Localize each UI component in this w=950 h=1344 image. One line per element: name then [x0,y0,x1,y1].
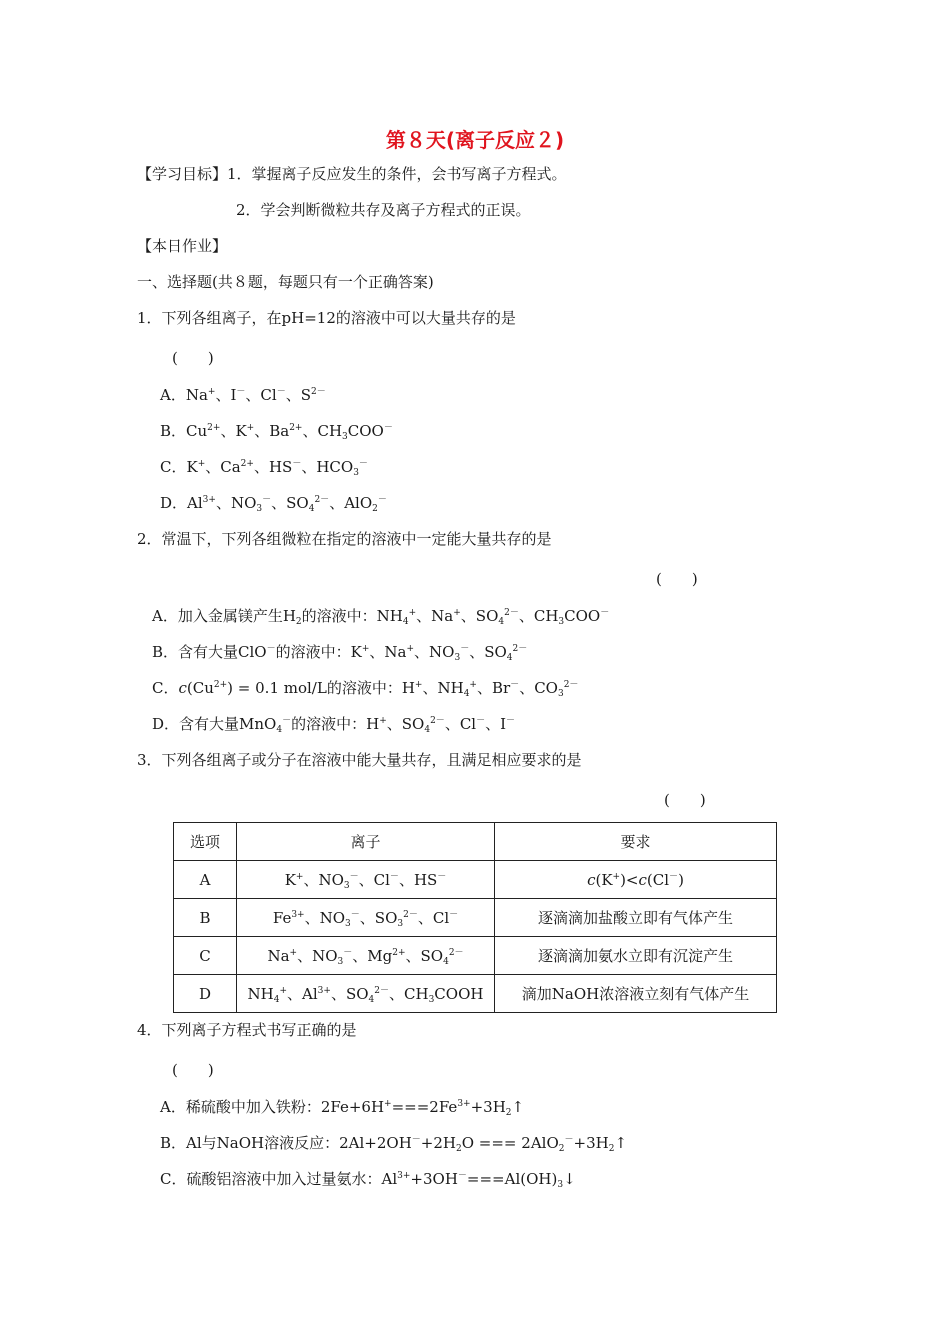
row-requirement: c(K+)<c(Cl－) [495,861,777,899]
q4-option-c: C．硫酸铝溶液中加入过量氨水：$Al^{3+}+3OH^-===Al(OH)_3↓$ [160,1170,576,1190]
row-option: D [174,975,237,1013]
q4-option-a: A．稀硫酸中加入铁粉：$2Fe+6H^+===2Fe^{3+}+3H_2↑$ [160,1098,525,1118]
q4-answer-blank: ( ) [172,1061,214,1079]
row-requirement: 滴加NaOH浓溶液立刻有气体产生 [495,975,777,1013]
q2-option-d: D．含有大量MnO$_4$－的溶液中：H+、$SO_4^{2-}$、Cl－、I－ [152,715,516,735]
row-ions: Na+、$NO_3^-$、$Mg^{2+}$、$SO_4^{2-}$ [237,937,495,975]
table-row [174,861,777,899]
row-requirement: 逐滴滴加氨水立即有沉淀产生 [495,937,777,975]
q2-option-b: B．含有大量ClO－的溶液中：K+、Na+、$NO_3^-$、$SO_4^{2-}$ [152,643,528,663]
q2-option-a: A．加入金属镁产生$H_2$的溶液中：$NH_4^+$、Na+、$SO_4^{2-}$、$CH_3COO^-$ [152,607,610,627]
section-heading: 一、选择题(共８题，每题只有一个正确答案) [137,273,434,291]
q2-answer-blank: ( ) [656,570,698,588]
header-option: 选项 [174,823,237,861]
row-option: B [174,899,237,937]
learning-goals-line-1 [137,164,567,184]
table-row [174,937,777,975]
q3-answer-blank: ( ) [664,791,706,809]
q4-stem: 4．下列离子方程式书写正确的是 [137,1021,357,1039]
q2-option-c: C．$c(Cu^{2+}) = 0.1$ mol/L的溶液中：H+、$NH_4^+$、Br－、$CO_3^{2-}$ [152,679,579,699]
q2-stem: 2．常温下，下列各组微粒在指定的溶液中一定能大量共存的是 [137,530,552,548]
row-ions: $NH_4^+$、$Al^{3+}$、$SO_4^{2-}$、$CH_3COOH$ [237,975,495,1013]
header-ions: 离子 [237,823,495,861]
homework-label: 【本日作业】 [137,237,228,255]
q1-option-d: D．$Al^{3+}$、$NO_3^-$、$SO_4^{2-}$、AlO$_2$－ [160,494,387,514]
q1-option-c: C．K+、$Ca^{2+}$、HS－、$HCO_3^-$ [160,458,368,478]
learning-goal-1: 1．掌握离子反应发生的条件，会书写离子方程式。 [227,165,567,183]
header-requirement: 要求 [495,823,777,861]
row-ions: K+、$NO_3^-$、Cl－、HS－ [237,861,495,899]
table-header-row [174,823,777,861]
row-option: C [174,937,237,975]
q1-answer-blank: ( ) [172,349,214,367]
q3-stem: 3．下列各组离子或分子在溶液中能大量共存，且满足相应要求的是 [137,751,582,769]
page-title: 第８天(离子反应２) [385,128,565,152]
learning-goal-2: 2．学会判断微粒共存及离子方程式的正误。 [236,201,531,219]
row-option: A [174,861,237,899]
q3-options-table [173,822,777,1013]
learning-goals-label: 【学习目标】 [137,165,228,183]
q1-stem: 1．下列各组离子，在pH=12的溶液中可以大量共存的是 [137,309,516,327]
q1-option-a: A．Na+、I－、Cl－、$S^{2-}$ [160,386,326,404]
table-row [174,975,777,1013]
q4-option-b: B．Al与NaOH溶液反应：$2Al+2OH^-+2H_2O$ === $2AlO_2^-+3H_2↑$ [160,1134,628,1154]
row-requirement: 逐滴滴加盐酸立即有气体产生 [495,899,777,937]
row-ions: $Fe^{3+}$、$NO_3^-$、$SO_3^{2-}$、Cl－ [237,899,495,937]
table-row [174,899,777,937]
q1-option-b: B．$Cu^{2+}$、K+、$Ba^{2+}$、$CH_3COO^-$ [160,422,393,442]
